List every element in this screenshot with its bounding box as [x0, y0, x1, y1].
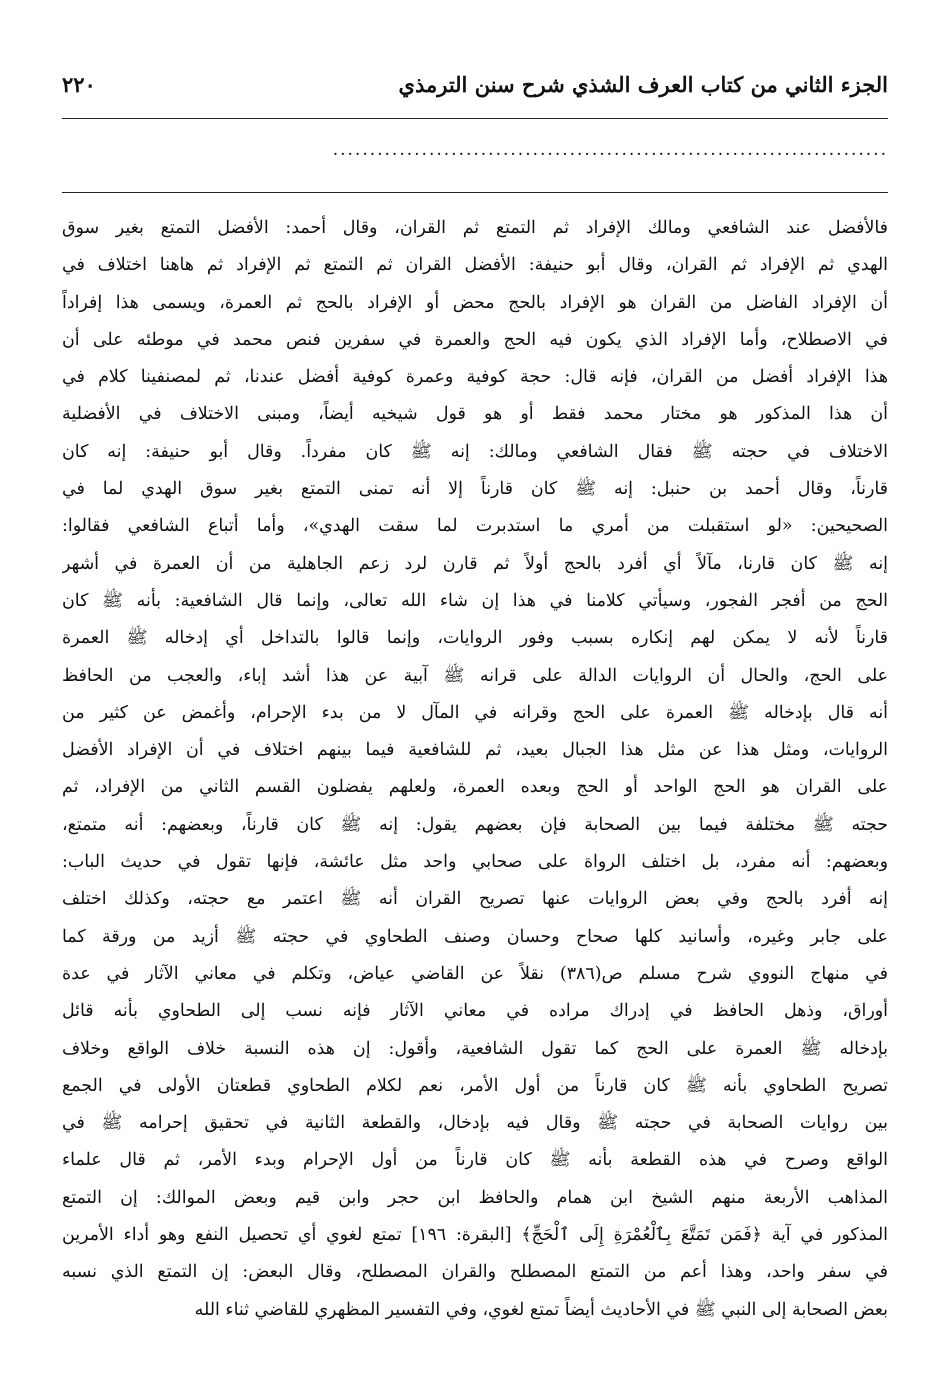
- text-line: الواقع وصرح في هذه القطعة بأنه ﷺ كان قارناً من أول الإحرام وبدء الأمر، ثم قال علماء: [62, 1150, 888, 1171]
- running-title: الجزء الثاني من كتاب العرف الشذي شرح سنن الترمذي: [398, 71, 888, 97]
- text-line: في الاصطلاح، وأما الإفراد الذي يكون فيه الحج والعمرة في سفرين فنص محمد في موطئه على أن: [62, 329, 888, 350]
- text-line: في منهاج النووي شرح مسلم ص(٣٨٦) نقلاً عن القاضي عياض، وتكلم في معاني الآثار في عدة: [62, 963, 888, 984]
- text-line: المذكور في آية ﴿فَمَن تَمَتَّعَ بِٱلْعُمْرَةِ إِلَى ٱلْحَجِّ﴾ [البقرة: ١٩٦] تمتع لغوي أي تحصيل النفع وهو أداء الأمرين: [62, 1225, 888, 1246]
- text-line: الاختلاف في حجته ﷺ فقال الشافعي ومالك: إنه ﷺ كان مفرداً. وقال أبو حنيفة: إنه كان: [62, 441, 888, 462]
- text-line: أوراق، وذهل الحافظ في إدراك مراده في معاني الآثار فإنه نسب إلى الطحاوي بأنه قائل: [62, 1001, 888, 1022]
- text-line: الصحيحين: «لو استقبلت من أمري ما استدبرت لما سقت الهدي»، وأما أتباع الشافعي فقالوا:: [62, 516, 888, 537]
- text-line: حجته ﷺ مختلفة فيما بين الصحابة فإن بعضهم يقول: إنه ﷺ كان قارناً، وبعضهم: أنه متمتع،: [62, 814, 888, 835]
- text-line: على الحج، والحال أن الروايات الدالة على قرانه ﷺ آبية عن هذا أشد إباء، والعجب من الحافظ: [62, 665, 888, 686]
- page-number: ٢٢٠: [62, 71, 96, 97]
- text-line: قارناً، وقال أحمد بن حنبل: إنه ﷺ كان قارناً إلا أنه تمنى التمتع بغير سوق الهدي لما في: [62, 479, 888, 500]
- text-line: فالأفضل عند الشافعي ومالك الإفراد ثم التمتع ثم القران، وقال أحمد: الأفضل التمتع بغير سوق: [62, 218, 888, 238]
- text-line: أنه قال بإدخاله ﷺ العمرة على الحج وقرانه في المآل لا من بدء الإحرام، وأغمض عن كثير من: [62, 702, 888, 723]
- text-line: هذا الإفراد أفضل من القران، فإنه قال: حجة كوفية وعمرة كوفية أفضل عندنا، ثم لمصنفينا كلام في: [62, 367, 888, 388]
- text-line: بعض الصحابة إلى النبي ﷺ في الأحاديث أيضاً تمتع لغوي، وفي التفسير المظهري للقاضي ثناء الله: [194, 1299, 888, 1320]
- text-line: تصريح الطحاوي بأنه ﷺ كان قارناً من أول الأمر، نعم لكلام الطحاوي قطعتان الأولى في الجمع: [62, 1075, 888, 1096]
- body-text: [62, 210, 888, 1351]
- separator-dots: ...........................................................................: [332, 140, 888, 160]
- text-line: المذاهب الأربعة منهم الشيخ ابن همام والحافظ ابن حجر وابن قيم وبعض الموالك: إن التمتع: [62, 1187, 888, 1208]
- text-line: أن الإفراد الفاضل من القران هو الإفراد بالحج محض أو الإفراد بالحج ثم العمرة، ويسمى هذا إفراداً: [62, 292, 888, 313]
- header-rule: [62, 118, 888, 119]
- text-line: على جابر وغيره، وأسانيد كلها صحاح وحسان وصنف الطحاوي في حجته ﷺ أزيد من ورقة كما: [62, 926, 888, 947]
- text-line: أن هذا المذكور هو مختار محمد فقط أو هو قول شيخيه أيضاً، ومبنى الاختلاف في الأفضلية: [62, 404, 888, 425]
- text-line: في سفر واحد، وهذا أعم من التمتع المصطلح والقران المصطلح، وقال البعض: إن التمتع الذي نسبه: [62, 1262, 888, 1283]
- text-line: وبعضهم: أنه مفرد، بل اختلف الرواة على صحابي واحد مثل عائشة، فإنها تقول في حديث الباب:: [62, 852, 888, 873]
- text-line: بين روايات الصحابة في حجته ﷺ وقال فيه بإدخال، والقطعة الثانية في تحقيق إحرامه ﷺ في: [62, 1113, 888, 1134]
- text-line: على القران هو الحج الواحد أو الحج وبعده العمرة، ولعلهم يفضلون القسم الثاني من الإفراد، ثم: [62, 777, 888, 798]
- text-line: الحج من أفجر الفجور، وسيأتي كلامنا في هذا إن شاء الله تعالى، وإنما قال الشافعية: بأنه ﷺ كان: [62, 590, 888, 611]
- text-line: إنه ﷺ كان قارنا، مآلاً أي أفرد بالحج أولاً ثم قارن لرد زعم الجاهلية من أن العمرة في أشهر: [62, 553, 888, 574]
- page-header: [62, 64, 888, 104]
- text-line: الروايات، ومثل هذا عن مثل هذا الجبال بعيد، ثم للشافعية فيما بينهم اختلاف في أن الإفراد الأفضل: [62, 740, 888, 761]
- text-line: بإدخاله ﷺ العمرة على الحج كما تقول الشافعية، وأقول: إن هذه النسبة خلاف الواقع وخلاف: [62, 1038, 888, 1059]
- body-rule: [62, 192, 888, 193]
- text-line: إنه أفرد بالحج وفي بعض الروايات عنها تصريح القران أنه ﷺ اعتمر مع حجته، وكذلك اختلف: [62, 889, 888, 910]
- text-line: قارناً لأنه لا يمكن لهم إنكاره بسبب وفور الروايات، وإنما قالوا بالتداخل أي إدخاله ﷺ العمرة: [62, 628, 888, 649]
- text-line: الهدي ثم الإفراد ثم القران، وقال أبو حنيفة: الأفضل القران ثم التمتع ثم الإفراد ثم هاهنا اختلاف في: [62, 255, 888, 276]
